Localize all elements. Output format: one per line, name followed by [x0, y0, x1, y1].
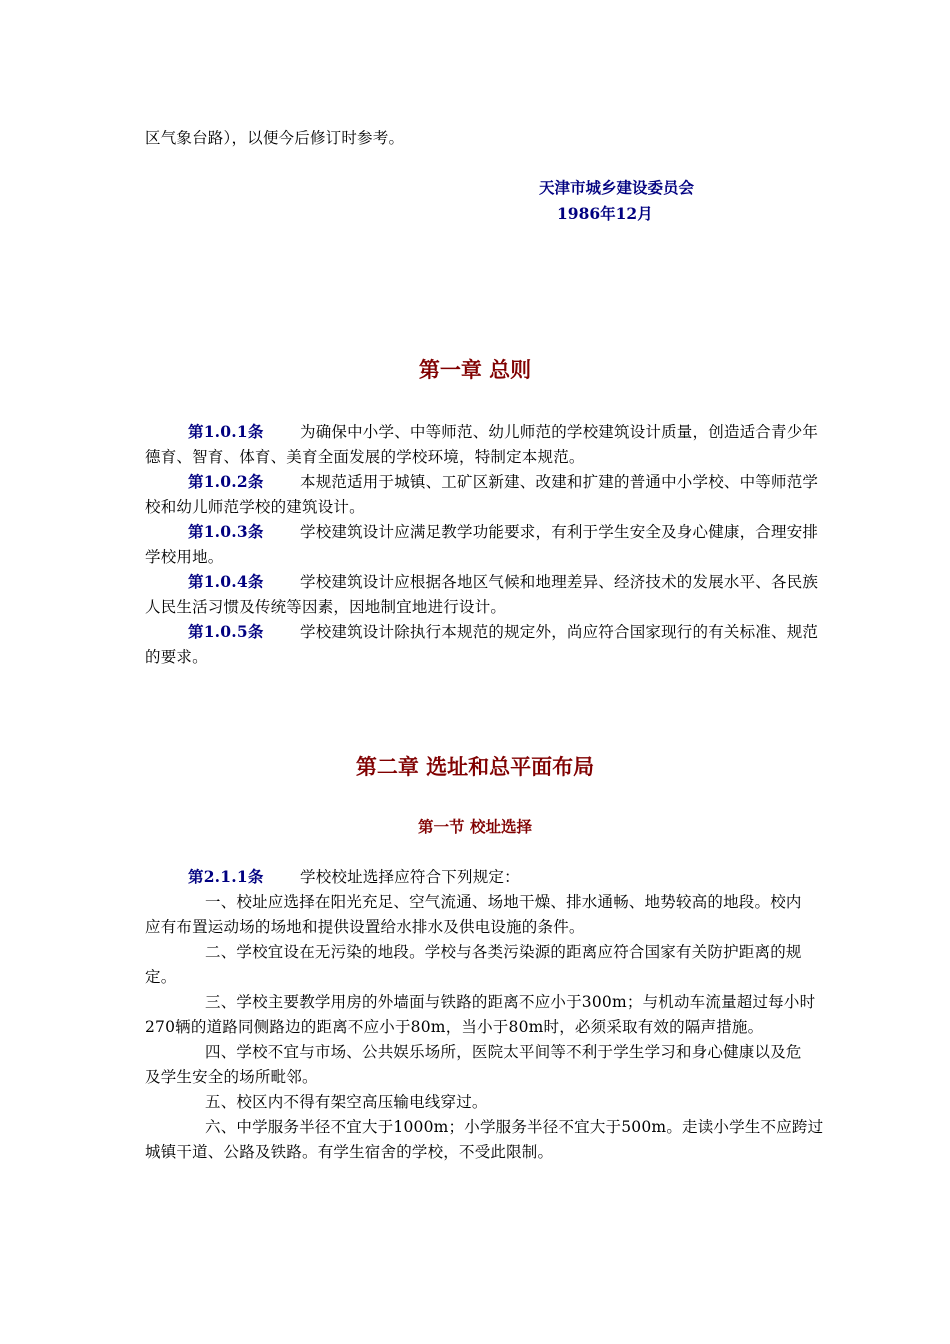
list-item-continuation: 应有布置运动场的场地和提供设置给水排水及供电设施的条件。 — [145, 918, 585, 936]
list-item: 三、学校主要教学用房的外墙面与铁路的距离不应小于300m；与机动车流量超过每小时 — [205, 993, 816, 1011]
list-item-continuation: 270辆的道路同侧路边的距离不应小于80m，当小于80m时，必须采取有效的隔声措施。 — [145, 1018, 764, 1036]
clause-line — [188, 471, 885, 493]
clause-text: 学校建筑设计应根据各地区气候和地理差异、经济技术的发展水平、各民族 — [300, 573, 819, 591]
clause-text: 学校建筑设计除执行本规范的规定外，尚应符合国家现行的有关标准、规范 — [300, 623, 819, 641]
list-item-continuation: 及学生安全的场所毗邻。 — [145, 1068, 318, 1086]
list-item: 四、学校不宜与市场、公共娱乐场所，医院太平间等不利于学生学习和身心健康以及危 — [205, 1043, 802, 1061]
clause-number: 第1.0.3条 — [188, 522, 264, 541]
clause-text: 为确保中小学、中等师范、幼儿师范的学校建筑设计质量，创造适合青少年 — [300, 423, 819, 441]
clause-text: 学校校址选择应符合下列规定： — [300, 868, 520, 886]
clause-continuation: 校和幼儿师范学校的建筑设计。 — [145, 498, 365, 516]
clause-continuation: 学校用地。 — [145, 548, 224, 566]
clause-number: 第1.0.1条 — [188, 422, 264, 441]
clause-continuation: 人民生活习惯及传统等因素，因地制宜地进行设计。 — [145, 598, 507, 616]
clause-number: 第1.0.5条 — [188, 622, 264, 641]
chapter-title: 第二章 选址和总平面布局 — [355, 754, 595, 779]
chapter-title: 第一章 总则 — [418, 357, 532, 382]
clause-number: 第2.1.1条 — [188, 867, 264, 886]
list-item-continuation: 定。 — [145, 968, 177, 986]
clause-text: 本规范适用于城镇、工矿区新建、改建和扩建的普通中小学校、中等师范学 — [300, 473, 819, 491]
clause-line — [188, 621, 885, 643]
list-item: 六、中学服务半径不宜大于1000m；小学服务半径不宜大于500m。走读小学生不应跨过 — [205, 1118, 824, 1136]
section-title: 第一节 校址选择 — [418, 817, 532, 836]
list-item: 五、校区内不得有架空高压输电线穿过。 — [205, 1093, 488, 1111]
clause-continuation: 德育、智育、体育、美育全面发展的学校环境，特制定本规范。 — [145, 448, 585, 466]
clause-continuation: 的要求。 — [145, 648, 208, 666]
list-item: 一、校址应选择在阳光充足、空气流通、场地干燥、排水通畅、地势较高的地段。校内 — [205, 893, 802, 911]
clause-line — [188, 571, 885, 593]
issuer-name: 天津市城乡建设委员会 — [539, 178, 695, 197]
clause-line — [188, 521, 885, 543]
issue-date: 1986年12月 — [557, 204, 653, 223]
preface-tail-line: 区气象台路），以便今后修订时参考。 — [145, 129, 405, 147]
clause-line — [188, 421, 885, 443]
clause-text: 学校建筑设计应满足教学功能要求，有利于学生安全及身心健康，合理安排 — [300, 523, 819, 541]
clause-number: 第1.0.4条 — [188, 572, 264, 591]
list-item: 二、学校宜设在无污染的地段。学校与各类污染源的距离应符合国家有关防护距离的规 — [205, 943, 802, 961]
clause-number: 第1.0.2条 — [188, 472, 264, 491]
clause-line — [188, 866, 885, 888]
list-item-continuation: 城镇干道、公路及铁路。有学生宿舍的学校，不受此限制。 — [145, 1143, 554, 1161]
